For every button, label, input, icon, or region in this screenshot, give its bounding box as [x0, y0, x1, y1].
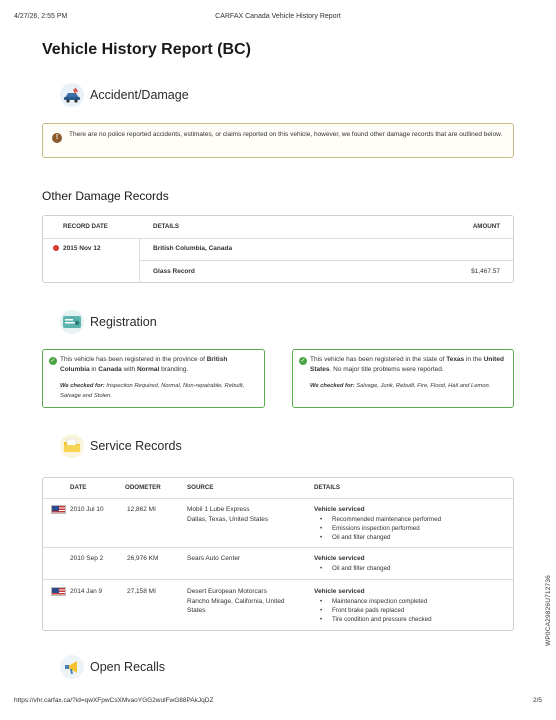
accident-damage-label: Accident/Damage — [90, 88, 189, 102]
col-details: DETAILS — [153, 223, 180, 230]
damage-dot-icon — [53, 245, 59, 251]
damage-record-type: Glass Record — [153, 268, 195, 275]
col-source: SOURCE — [187, 484, 214, 491]
col-record-date: RECORD DATE — [63, 223, 108, 230]
open-recalls-heading — [60, 655, 165, 679]
service-source: Sears Auto Center — [187, 555, 241, 562]
vin-side-label: WP0CA29826U712736 — [545, 575, 552, 646]
service-date: 2010 Jul 10 — [70, 506, 104, 513]
report-title: Vehicle History Report (BC) — [42, 41, 251, 58]
registration-card-icon — [60, 310, 84, 334]
service-odometer: 12,862 MI — [127, 506, 156, 513]
print-page-number: 2/5 — [532, 697, 542, 704]
print-page-title: CARFAX Canada Vehicle History Report — [215, 13, 341, 20]
service-source: Desert European Motorcars Rancho Mirage, California, United States — [187, 588, 285, 614]
check-circle-icon: ✓ — [50, 358, 56, 364]
col-odometer: ODOMETER — [125, 484, 161, 491]
col-date: DATE — [70, 484, 87, 491]
damage-location: British Columbia, Canada — [153, 245, 233, 252]
registration-us-box — [292, 349, 514, 408]
registration-bc-box — [42, 349, 265, 408]
service-records-label: Service Records — [90, 439, 182, 453]
divider — [43, 238, 513, 239]
damage-record-date: 2015 Nov 12 — [53, 244, 101, 254]
registration-heading — [60, 310, 157, 334]
accident-damage-heading — [60, 83, 189, 107]
registration-bc-checked: We checked for: Inspection Required, Normal, Non-repairable, Rebuilt, Salvage and Stolen. — [60, 383, 245, 399]
warning-icon: ! — [52, 133, 62, 143]
service-source: Mobil 1 Lube Express Dallas, Texas, United States — [187, 506, 269, 523]
damage-table — [42, 215, 514, 283]
divider — [43, 579, 513, 580]
divider — [43, 547, 513, 548]
us-flag-icon — [51, 505, 66, 514]
accident-alert-text: There are no police reported accidents, estimates, or claims reported on this vehicle, however, we found other damage records that are outlined below. — [69, 131, 503, 138]
print-header — [14, 13, 542, 23]
service-odometer: 26,976 KM — [127, 555, 159, 562]
service-date: 2010 Sep 2 — [70, 555, 104, 562]
open-recalls-label: Open Recalls — [90, 660, 166, 674]
col-amount: AMOUNT — [472, 223, 500, 230]
print-url: https://vhr.carfax.ca/?id=qwXFpwCsXMvaoYGG2wulFwG88PAkJqDZ — [14, 697, 214, 704]
service-table — [42, 477, 514, 631]
damage-table-header — [43, 216, 513, 238]
service-date: 2014 Jan 9 — [70, 588, 103, 595]
service-odometer: 27,158 MI — [127, 588, 156, 595]
check-circle-icon: ✓ — [300, 358, 306, 364]
accident-alert — [42, 123, 514, 158]
service-details: Vehicle serviced • Maintenance inspection completed • Front brake pads replaced • Tire condition and pressure checked — [314, 587, 509, 624]
service-details: Vehicle serviced • Recommended maintenance performed • Emissions inspection performed • Oil and filter changed — [314, 505, 509, 542]
divider — [43, 498, 513, 499]
registration-us-checked: We checked for: Salvage, Junk, Rebuilt, Fire, Flood, Hail and Lemon. — [310, 383, 491, 389]
service-records-heading — [60, 434, 182, 458]
registration-us-text: This vehicle has been registered in the state of Texas in the United States. No major title problems were reported. — [310, 356, 504, 373]
divider — [139, 260, 513, 261]
print-datetime: 4/27/26, 2:55 PM — [14, 13, 68, 20]
car-crash-icon — [60, 83, 84, 107]
other-damage-heading: Other Damage Records — [42, 189, 169, 203]
registration-label: Registration — [90, 315, 157, 329]
service-table-header — [43, 478, 513, 498]
service-details: Vehicle serviced • Oil and filter changed — [314, 554, 509, 573]
service-folder-icon — [60, 434, 84, 458]
recall-megaphone-icon — [60, 655, 84, 679]
damage-amount: $1,467.57 — [471, 268, 500, 275]
us-flag-icon — [51, 587, 66, 596]
registration-bc-text: This vehicle has been registered in the province of British Columbia in Canada with Normal branding. — [60, 356, 228, 373]
print-footer — [14, 697, 542, 707]
col-details: DETAILS — [314, 484, 341, 491]
